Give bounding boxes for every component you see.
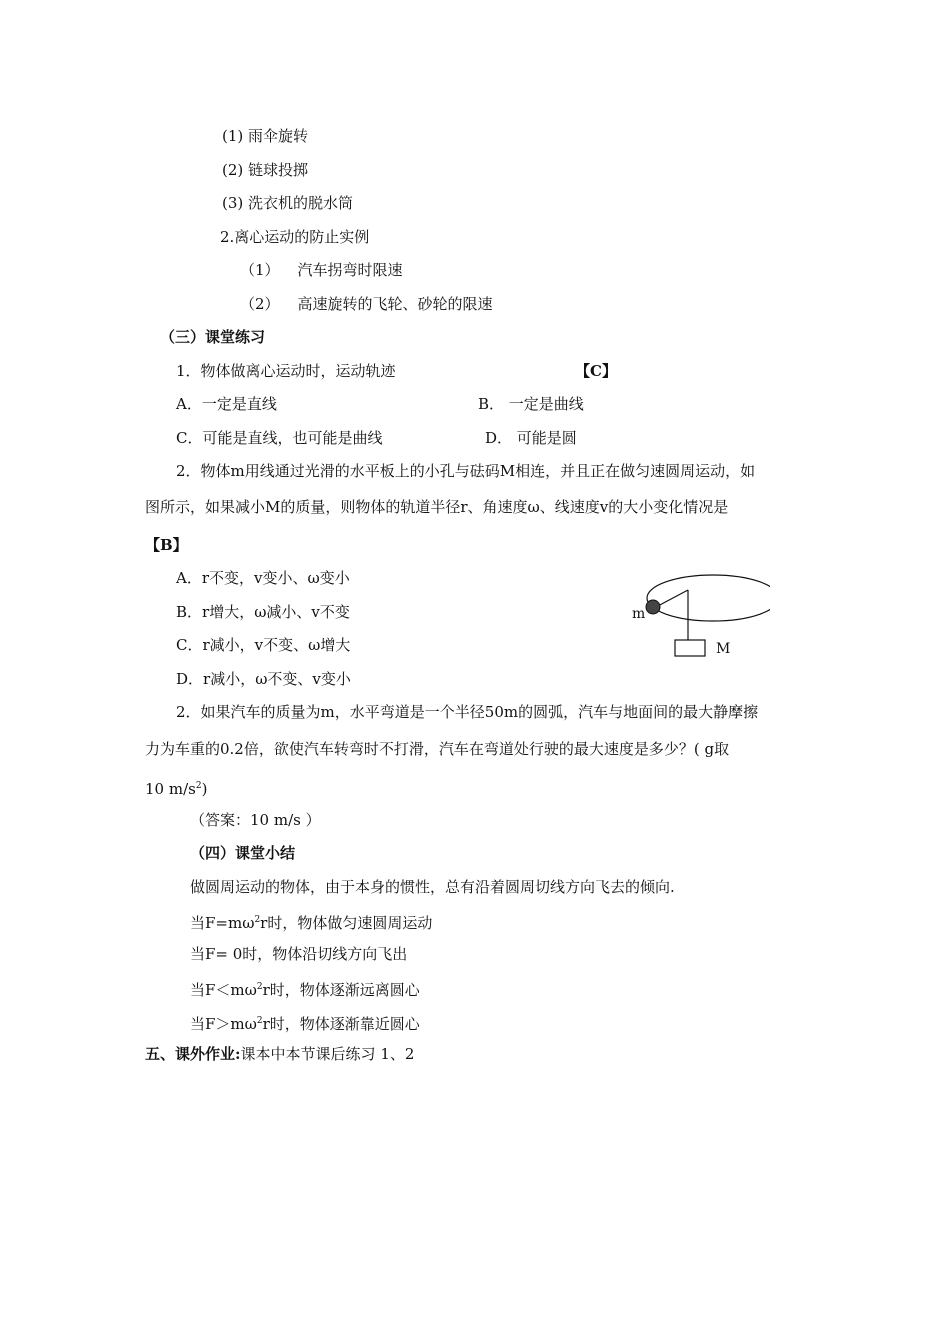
q2-option-a: A．r不变，v变小、ω变小 — [176, 569, 350, 587]
homework-text: 课本中本节课后练习 1、2 — [240, 1045, 415, 1063]
weight-M-box — [675, 640, 705, 656]
summary-condition-3-pre: 当F＜mω — [190, 981, 257, 999]
summary-condition-3-sup: 2 — [256, 982, 263, 992]
summary-condition-4 — [190, 1011, 420, 1034]
q2-line-2: 图所示，如果减小M的质量，则物体的轨道半径r、角速度ω、线速度v的大小变化情况是 — [145, 498, 729, 516]
homework-line — [145, 1044, 414, 1064]
example-item-1: (1) 雨伞旋转 — [222, 127, 309, 145]
q1-option-b: B． 一定是曲线 — [478, 395, 584, 413]
q3-line-2: 力为车重的0.2倍，欲使汽车转弯时不打滑，汽车在弯道处行驶的最大速度是多少？( g取 — [145, 740, 730, 758]
prevention-item-1-text: 汽车拐弯时限速 — [297, 261, 403, 279]
q2-option-b: B．r增大，ω减小、v不变 — [176, 603, 350, 621]
summary-intro: 做圆周运动的物体，由于本身的惯性，总有沿着圆周切线方向飞去的倾向. — [190, 878, 675, 896]
summary-condition-2: 当F= 0时，物体沿切线方向飞出 — [190, 945, 408, 963]
prevention-item-2-number: （2） — [240, 295, 280, 313]
q3-g-exponent: 2 — [195, 781, 202, 791]
summary-condition-4-post: r时，物体逐渐靠近圆心 — [262, 1015, 420, 1033]
prevention-item-2 — [240, 294, 493, 314]
example-item-2: (2) 链球投掷 — [222, 161, 309, 179]
q2-answer: 【B】 — [145, 536, 188, 554]
q2-line-1: 2．物体m用线通过光滑的水平板上的小孔与砝码M相连，并且正在做匀速圆周运动，如 — [176, 462, 756, 480]
q1-option-a: A．一定是直线 — [176, 395, 277, 413]
orbit-ellipse — [647, 575, 770, 621]
prevention-item-1-number: （1） — [240, 261, 280, 279]
summary-condition-4-sup: 2 — [256, 1016, 263, 1026]
mass-m-ball — [646, 600, 660, 614]
q3-line-3 — [145, 776, 207, 799]
label-m: m — [632, 606, 646, 622]
summary-condition-1-sup: 2 — [254, 915, 261, 925]
prevention-item-2-text: 高速旋转的飞轮、砂轮的限速 — [297, 295, 493, 313]
summary-condition-1-post: r时，物体做匀速圆周运动 — [260, 914, 433, 932]
q1-option-d: D． 可能是圆 — [485, 429, 577, 447]
q3-answer: （答案：10 m/s ） — [190, 811, 321, 829]
q1-answer: 【C】 — [575, 362, 617, 380]
summary-heading: （四）课堂小结 — [190, 844, 296, 862]
q3-close-paren: ) — [201, 780, 208, 798]
summary-condition-1-pre: 当F=mω — [190, 914, 255, 932]
string-to-hole — [656, 590, 688, 607]
example-item-3: (3) 洗衣机的脱水筒 — [222, 194, 354, 212]
q3-g-value: 10 m/s — [145, 780, 196, 798]
summary-condition-3 — [190, 977, 420, 1000]
summary-condition-4-pre: 当F＞mω — [190, 1015, 257, 1033]
homework-label: 五、课外作业: — [145, 1045, 241, 1063]
label-M: M — [716, 641, 731, 657]
summary-condition-3-post: r时，物体逐渐远离圆心 — [262, 981, 420, 999]
practice-heading: （三）课堂练习 — [160, 328, 266, 346]
q2-figure — [620, 570, 770, 665]
prevention-heading: 2.离心运动的防止实例 — [220, 228, 370, 246]
q3-line-1: 2．如果汽车的质量为m，水平弯道是一个半径50m的圆弧，汽车与地面间的最大静摩擦 — [176, 703, 759, 721]
prevention-item-1 — [240, 260, 403, 280]
summary-condition-1 — [190, 910, 432, 933]
q2-option-d: D．r减小，ω不变、v变小 — [176, 670, 351, 688]
q1-stem: 1．物体做离心运动时，运动轨迹 — [176, 362, 396, 380]
q1-option-c: C．可能是直线，也可能是曲线 — [176, 429, 383, 447]
q2-option-c: C．r减小，v不变、ω增大 — [176, 636, 351, 654]
